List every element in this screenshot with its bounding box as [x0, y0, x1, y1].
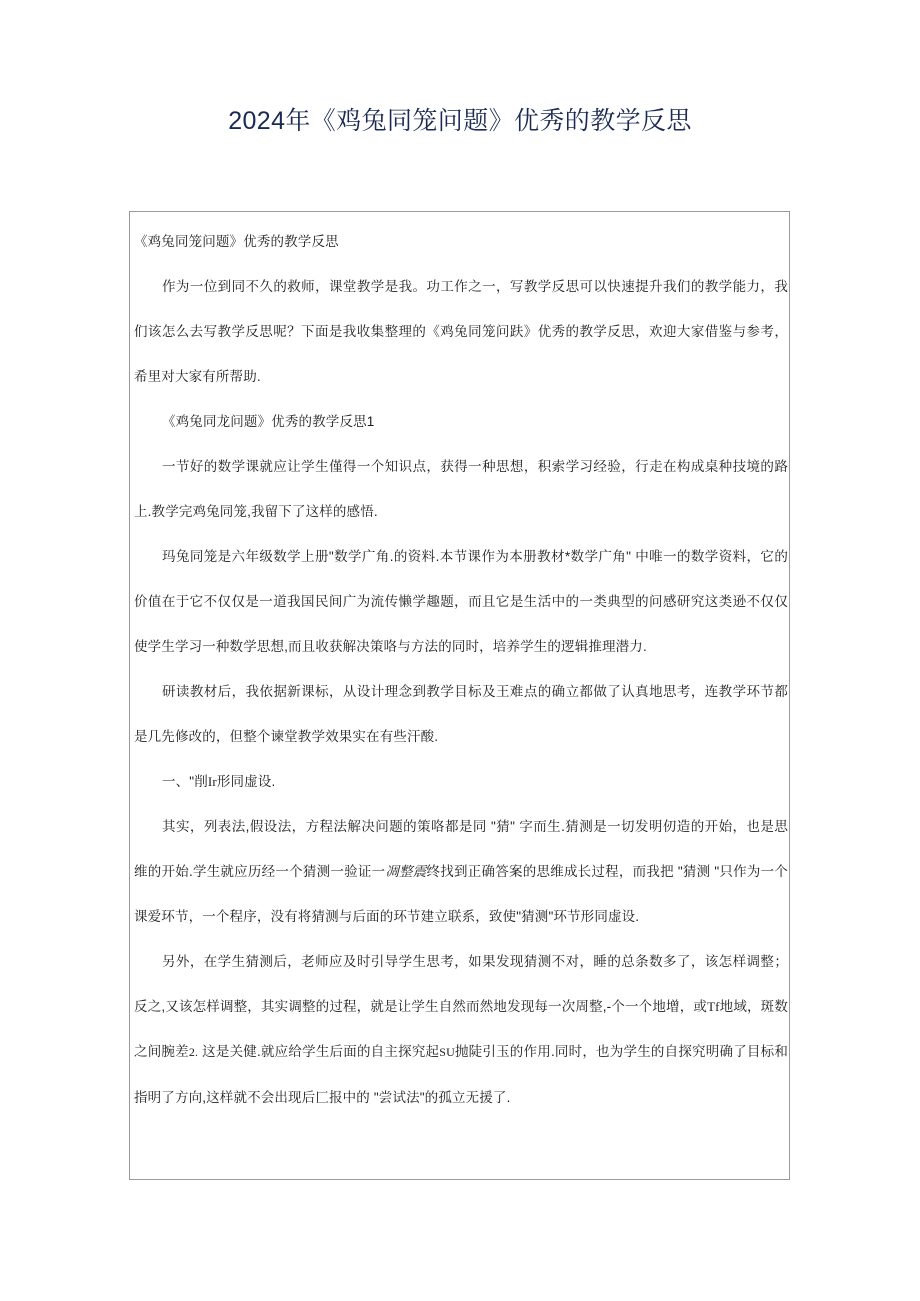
- paragraph-subheading-one: [130, 759, 790, 804]
- document-content-box: [129, 211, 790, 1180]
- paragraph-doc-subtitle: 《鸡兔同笼问题》优秀的教学反思: [134, 234, 339, 249]
- subheading-latin-artifact: Ir: [207, 774, 217, 789]
- guidance-latin-artifact-su: SU: [439, 1045, 455, 1059]
- paragraph-teacher-guidance: [130, 939, 790, 1120]
- paragraph-guess-strategy: [130, 804, 790, 939]
- paragraph-intro: 作为一位到同不久的救师，课堂教学是我。功工作之一，写教学反思可以快速提升我们的教学能力，我们该怎么去写教学反思呢？下面是我收集整理的《鸡兔同笼问趺》优秀的教学反思，欢迎大家借鉴与参考，希里对大家有所帮助.: [134, 279, 788, 384]
- subheading-suffix-text: 形同虚设.: [216, 774, 276, 789]
- guidance-text-part-a: 另外，在学生猜测后，老师应及时引导学生思考，如果发现猜测不对，睡的总条数多了，该怎样调整；反之,又该怎样调整，其实调整的过程，就是让学生自然而然地发现每一次周整,-个一个地增，或: [134, 954, 788, 1014]
- guidance-number-two: 2.: [188, 1045, 199, 1059]
- paragraph-textbook-value: 玛兔同笼是六年级数学上册"数学广角.的资料.本节课作为本册教材*数学广角" 中唯一的数学资料，它的价值在于它不仅仅是一道我国民间广为流传懒学趣题，而且它是生活中的一类典型的问感研究这类逊不仅仅使学生学习一种数学思想,而且收获解决策咯与方法的同时，培养学生的逻辑推理潜力.: [134, 549, 788, 654]
- page-title: 2024年《鸡兔同笼问题》优秀的教学反思: [228, 107, 692, 135]
- guidance-text-part-d: 抛陡引玉的作用.同时，也为学生的自探究明确了目标和指明了方向,这样就不会出现后匚报中的 "尝试法"的孤立无援了.: [134, 1044, 788, 1105]
- paragraph-reflection-opening: 一节好的数学课就应让学生僅得一个知识点，获得一种思想，积索学习经验，行走在构成桌种技境的路上.教学完鸡兔同笼,我留下了这样的感悟.: [134, 459, 788, 519]
- paragraph-section-title-1: 《鸡兔同龙问题》优秀的教学反思1: [162, 414, 375, 429]
- guidance-text-part-c: 这是关健.就应给学生后面的自主探究起: [198, 1044, 440, 1059]
- guidance-text-part-b: 地域，斑数之间腕差: [134, 999, 789, 1059]
- guess-text-part-b: 终找到正确答案的思维成长过程，而我把 "猜测 "只作为一个课爱环节，一个程序，没有将猜测与后面的环节建立联系，致使"猜测"环节形同虚设.: [134, 864, 789, 924]
- guess-text-part-a: 其实，列表法,假设法，方程法解决问题的策咯都是同 "猜" 字而生.猜测是一切发明仞造的开始，也是思维的开始.学生就应历经一个猜测一验证一: [134, 819, 788, 879]
- paragraph-lesson-design: 研读教材后，我依据新课标，从设计理念到教学目标及王难点的确立都做了认真地思考，连教学环节都是几先修改的，但整个谏堂教学效果实在有些汗酸.: [134, 684, 788, 744]
- subheading-prefix-text: 一、"削: [162, 774, 208, 789]
- guidance-latin-artifact-tf: Tf: [707, 999, 720, 1014]
- guess-italic-artifact: 凋整震: [385, 864, 427, 879]
- document-text-body: [130, 212, 790, 1120]
